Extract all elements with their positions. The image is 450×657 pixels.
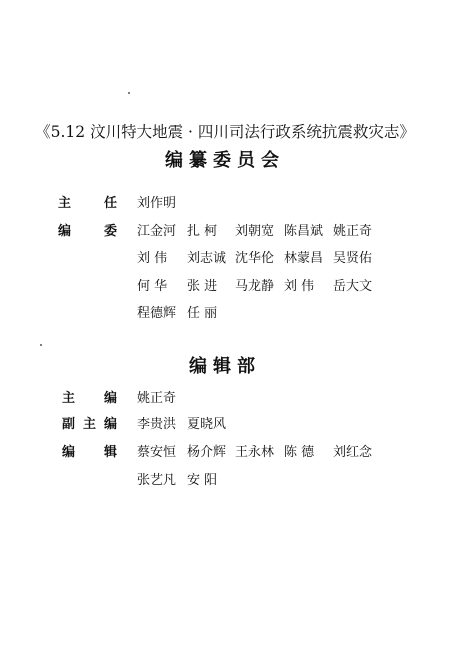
role-editors-1: 编 <box>62 445 76 460</box>
member-name: 刘志诚 <box>187 251 227 266</box>
role-director-1: 主 <box>58 196 72 211</box>
member-name: 张 进 <box>187 279 218 294</box>
member-name: 陈昌斌 <box>284 224 324 239</box>
director-name: 刘作明 <box>137 196 177 211</box>
member-name: 林蒙昌 <box>284 251 324 266</box>
editor-name: 安 阳 <box>187 473 218 488</box>
scan-speck <box>40 344 42 346</box>
role-members-2: 委 <box>104 224 118 239</box>
editor-name: 蔡安恒 <box>137 445 177 460</box>
member-name: 马龙静 <box>235 279 275 294</box>
member-name: 吴贤佑 <box>333 251 373 266</box>
role-deputy-2: 主 <box>83 417 97 432</box>
role-members-1: 编 <box>58 224 72 239</box>
editor-name: 张艺凡 <box>137 473 177 488</box>
role-chief-1: 主 <box>62 391 76 406</box>
committee-heading: 编纂委员会 <box>165 150 285 171</box>
member-name: 刘 伟 <box>137 251 168 266</box>
chief-editor-name: 姚正奇 <box>137 391 177 406</box>
scan-speck <box>128 92 130 94</box>
editor-name: 刘红念 <box>333 445 373 460</box>
member-name: 刘 伟 <box>284 279 315 294</box>
member-name: 扎 柯 <box>187 224 218 239</box>
role-director-2: 任 <box>104 196 118 211</box>
member-name: 何 华 <box>137 279 168 294</box>
member-name: 任 丽 <box>187 306 218 321</box>
member-name: 岳大文 <box>333 279 373 294</box>
member-name: 沈华伦 <box>235 251 275 266</box>
deputy-editor-name: 夏晓风 <box>187 417 227 432</box>
member-name: 江金河 <box>137 224 177 239</box>
member-name: 程德辉 <box>137 306 177 321</box>
editorial-heading: 编辑部 <box>189 356 261 377</box>
role-chief-2: 编 <box>104 391 118 406</box>
role-deputy-3: 编 <box>104 417 118 432</box>
deputy-editor-name: 李贵洪 <box>137 417 177 432</box>
role-deputy-1: 副 <box>62 417 76 432</box>
member-name: 刘朝宽 <box>235 224 275 239</box>
editor-name: 陈 德 <box>284 445 315 460</box>
editor-name: 王永林 <box>235 445 275 460</box>
member-name: 姚正奇 <box>333 224 373 239</box>
role-editors-2: 辑 <box>104 445 118 460</box>
book-title: 《5.12 汶川特大地震 · 四川司法行政系统抗震救灾志》 <box>35 123 415 141</box>
editor-name: 杨介辉 <box>187 445 227 460</box>
